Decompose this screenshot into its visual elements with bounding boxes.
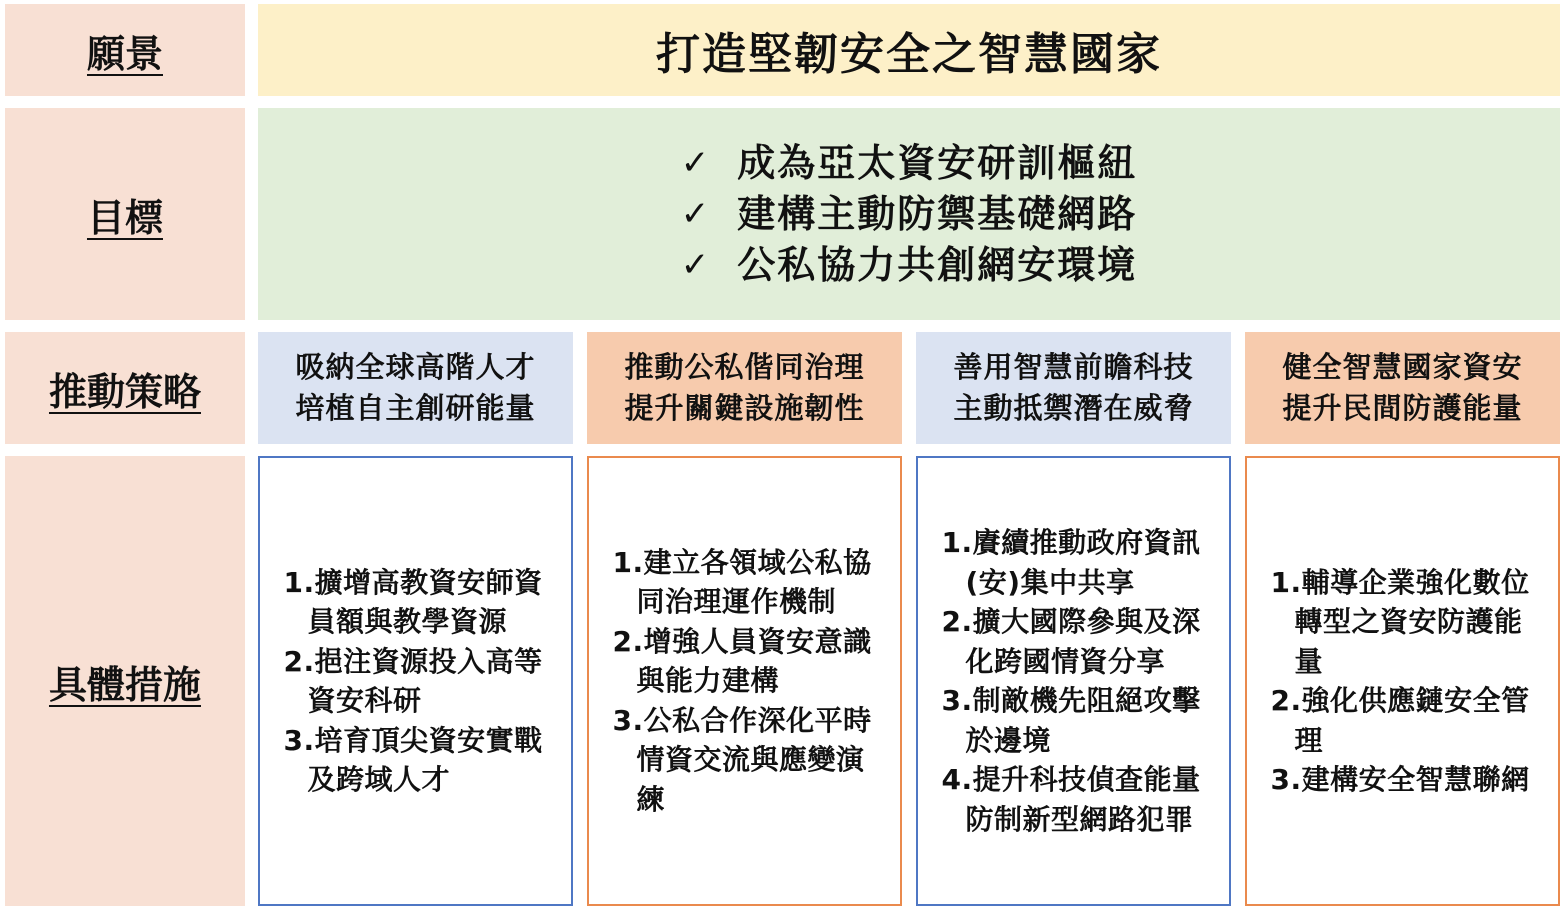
measures-list — [613, 543, 877, 820]
measure-item: 2.挹注資源投入高等資安科研 — [283, 644, 543, 717]
goal-text: 公私協力共創網安環境 — [737, 242, 1138, 287]
strategy-line: 吸納全球高階人才 — [295, 350, 536, 384]
strategy-line: 主動抵禦潛在威脅 — [953, 391, 1194, 425]
measures-box-1 — [258, 456, 573, 906]
check-icon: ✓ — [680, 244, 712, 285]
goals-label: 目標 — [86, 195, 163, 240]
measure-item: 3.建構安全智慧聯網 — [1270, 763, 1530, 796]
vision-box — [258, 4, 1560, 96]
measure-item: 3.公私合作深化平時情資交流與應變演練 — [612, 703, 872, 816]
strategy-box-3 — [916, 332, 1231, 444]
measures-list — [284, 563, 548, 800]
measure-item: 3.制敵機先阻絕攻擊於邊境 — [941, 684, 1201, 757]
goal-text: 成為亞太資安研訓樞紐 — [737, 140, 1138, 185]
measures-box-3 — [916, 456, 1231, 906]
strategy-label-cell — [5, 332, 245, 444]
strategy-line: 培植自主創研能量 — [295, 391, 536, 425]
measure-item: 2.增強人員資安意識與能力建構 — [612, 624, 872, 698]
measure-item: 1.輔導企業強化數位轉型之資安防護能量 — [1270, 565, 1530, 678]
measures-label: 具體措施 — [48, 662, 201, 707]
strategy-line: 健全智慧國家資安 — [1282, 350, 1523, 384]
goal-item — [681, 138, 1138, 189]
vision-label: 願景 — [86, 31, 163, 76]
check-icon: ✓ — [680, 142, 712, 183]
measure-item: 1.賡續推動政府資訊(安)集中共享 — [941, 526, 1201, 599]
measures-label-cell — [5, 456, 245, 906]
vision-label-cell — [5, 4, 245, 96]
measure-item: 1.擴增高教資安師資員額與教學資源 — [283, 565, 543, 638]
measures-list — [1271, 563, 1535, 800]
goal-item — [681, 189, 1138, 240]
strategy-box-2 — [587, 332, 902, 444]
strategy-line: 推動公私偕同治理 — [624, 350, 865, 384]
vision-text: 打造堅韌安全之智慧國家 — [656, 29, 1162, 80]
strategy-box-4 — [1245, 332, 1560, 444]
measure-item: 1.建立各領域公私協同治理運作機制 — [612, 545, 872, 619]
measure-item: 2.擴大國際參與及深化跨國情資分享 — [941, 605, 1201, 678]
strategy-line: 提升關鍵設施韌性 — [624, 391, 865, 425]
goal-text: 建構主動防禦基礎網路 — [737, 191, 1138, 236]
measures-list — [942, 523, 1206, 839]
measure-item: 2.強化供應鏈安全管理 — [1270, 684, 1530, 757]
check-icon: ✓ — [680, 193, 712, 234]
strategy-line: 善用智慧前瞻科技 — [953, 350, 1194, 384]
goal-item — [681, 240, 1138, 291]
goals-list — [681, 138, 1138, 291]
measure-item: 4.提升科技偵查能量防制新型網路犯罪 — [941, 763, 1201, 836]
goals-box — [258, 108, 1560, 320]
goals-label-cell — [5, 108, 245, 320]
strategy-label: 推動策略 — [48, 369, 201, 414]
strategy-line: 提升民間防護能量 — [1282, 391, 1523, 425]
measures-box-2 — [587, 456, 902, 906]
measure-item: 3.培育頂尖資安實戰及跨域人才 — [283, 723, 543, 796]
measures-box-4 — [1245, 456, 1560, 906]
strategy-box-1 — [258, 332, 573, 444]
